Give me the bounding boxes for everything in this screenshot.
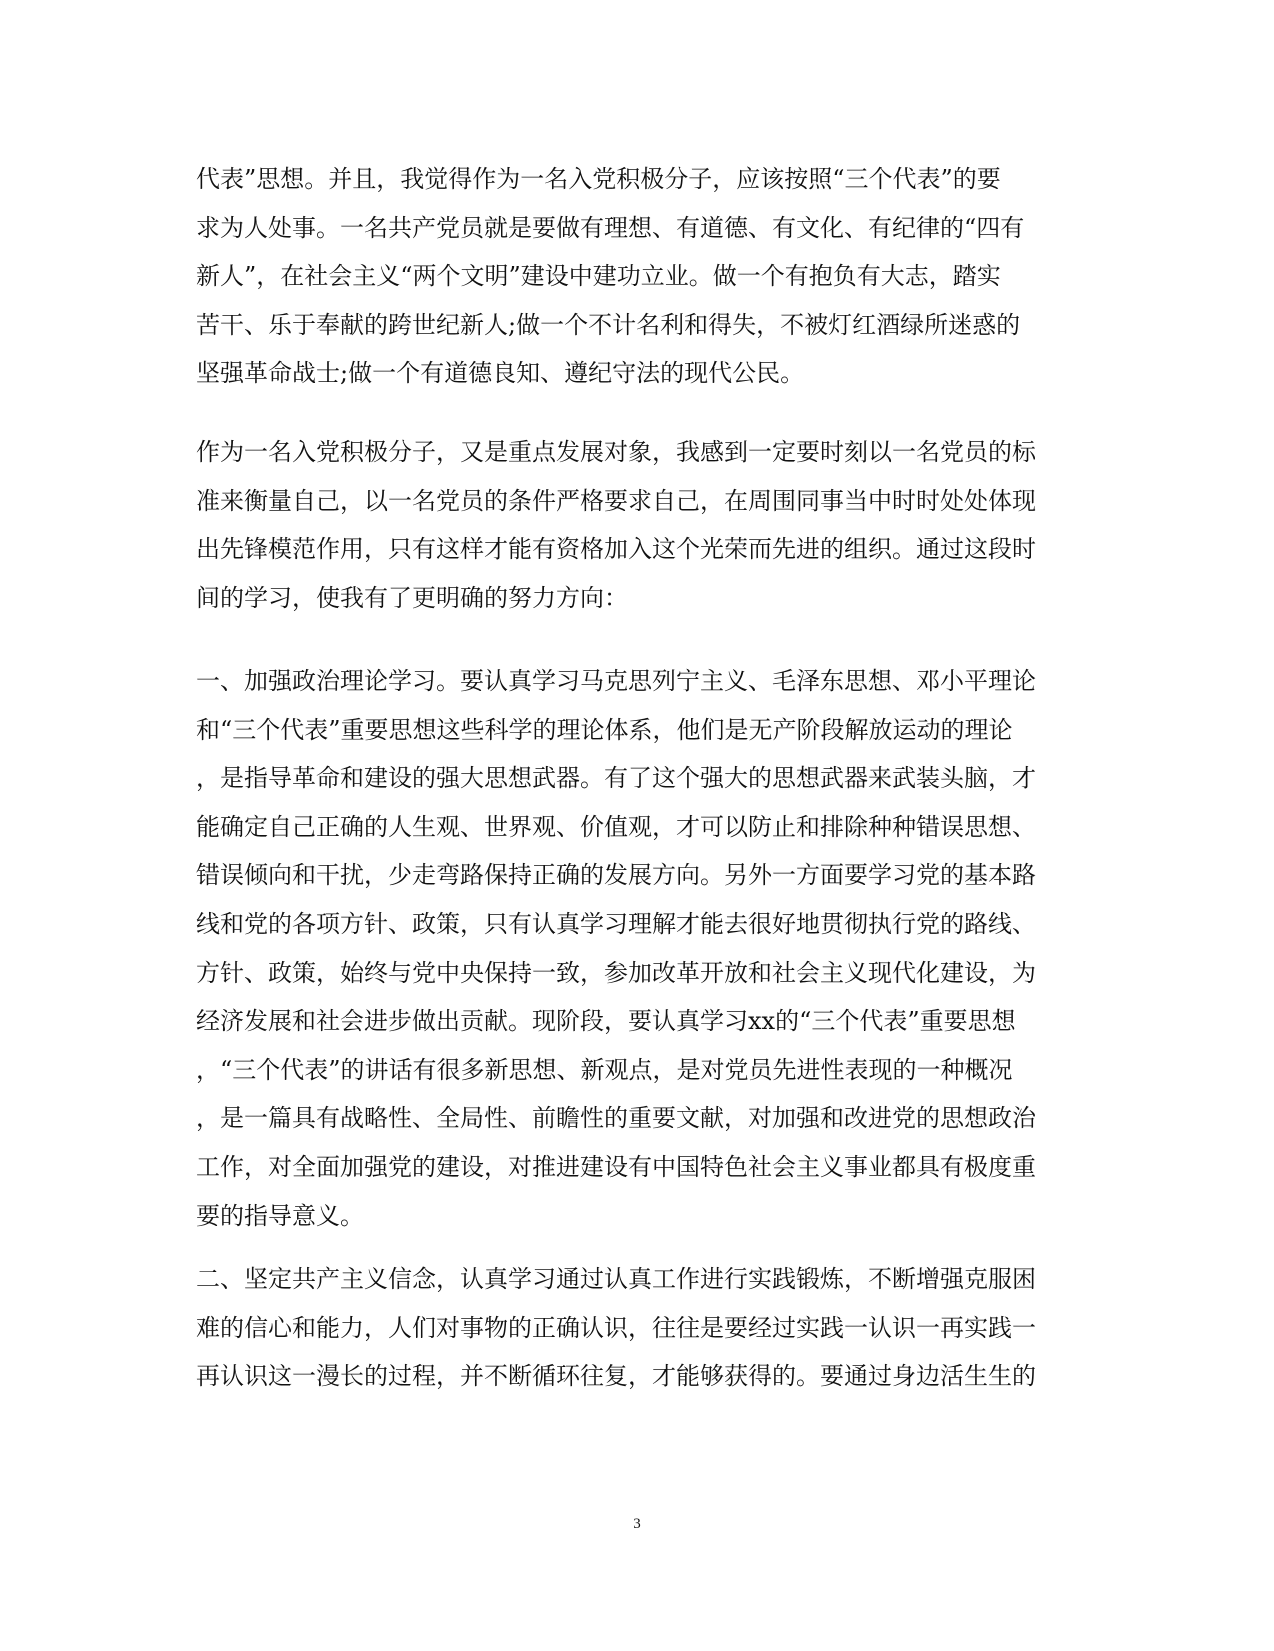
text-line: 准来衡量自己，以一名党员的条件严格要求自己，在周围同事当中时时处处体现: [196, 486, 1036, 515]
text-line: 间的学习，使我有了更明确的努力方向：: [196, 583, 628, 612]
text-line: ，是一篇具有战略性、全局性、前瞻性的重要文献，对加强和改进党的思想政治: [196, 1104, 1036, 1133]
text-line: 和“三个代表”重要思想这些科学的理论体系，他们是无产阶段解放运动的理论: [196, 715, 1013, 744]
text-line: 经济发展和社会进步做出贡献。现阶段，要认真学习xx的“三个代表”重要思想: [196, 1007, 1016, 1036]
paragraph-4: [196, 1255, 1076, 1401]
text-line: 代表”思想。并且，我觉得作为一名入党积极分子，应该按照“三个代表”的要: [196, 165, 1001, 193]
text-line: 一、加强政治理论学习。要认真学习马克思列宁主义、毛泽东思想、邓小平理论: [196, 667, 1036, 695]
text-line: 错误倾向和干扰，少走弯路保持正确的发展方向。另外一方面要学习党的基本路: [196, 861, 1036, 890]
text-line: 难的信心和能力，人们对事物的正确认识，往往是要经过实践一认识一再实践一: [196, 1313, 1036, 1342]
text-line: 方针、政策，始终与党中央保持一致，参加改革开放和社会主义现代化建设，为: [196, 958, 1036, 987]
text-line: 作为一名入党积极分子，又是重点发展对象，我感到一定要时刻以一名党员的标: [196, 438, 1036, 466]
text-line: 新人”，在社会主义“两个文明”建设中建功立业。做一个有抱负有大志，踏实: [196, 262, 1001, 291]
text-line: 坚强革命战士;做一个有道德良知、遵纪守法的现代公民。: [196, 359, 805, 388]
text-line: 工作，对全面加强党的建设，对推进建设有中国特色社会主义事业都具有极度重: [196, 1152, 1036, 1181]
text-line: 求为人处事。一名共产党员就是要做有理想、有道德、有文化、有纪律的“四有: [196, 213, 1025, 242]
text-line: 能确定自己正确的人生观、世界观、价值观，才可以防止和排除种种错误思想、: [196, 812, 1036, 841]
paragraph-1: [196, 155, 1076, 398]
text-line: ，是指导革命和建设的强大思想武器。有了这个强大的思想武器来武装头脑，才: [196, 764, 1036, 793]
text-line: 苦干、乐于奉献的跨世纪新人;做一个不计名利和得失，不被灯红酒绿所迷惑的: [196, 310, 1021, 339]
text-line: 出先锋模范作用，只有这样才能有资格加入这个光荣而先进的组织。通过这段时: [196, 535, 1036, 564]
page-number: 3: [633, 1516, 641, 1532]
text-line: 二、坚定共产主义信念，认真学习通过认真工作进行实践锻炼，不断增强克服困: [196, 1265, 1036, 1293]
paragraph-3: [196, 657, 1076, 1240]
text-line: 要的指导意义。: [196, 1201, 364, 1230]
text-line: ，“三个代表”的讲话有很多新思想、新观点，是对党员先进性表现的一种概况: [196, 1055, 1013, 1084]
text-line: 线和党的各项方针、政策，只有认真学习理解才能去很好地贯彻执行党的路线、: [196, 909, 1036, 938]
text-line: 再认识这一漫长的过程，并不断循环往复，才能够获得的。要通过身边活生生的: [196, 1362, 1036, 1391]
paragraph-2: [196, 428, 1076, 622]
